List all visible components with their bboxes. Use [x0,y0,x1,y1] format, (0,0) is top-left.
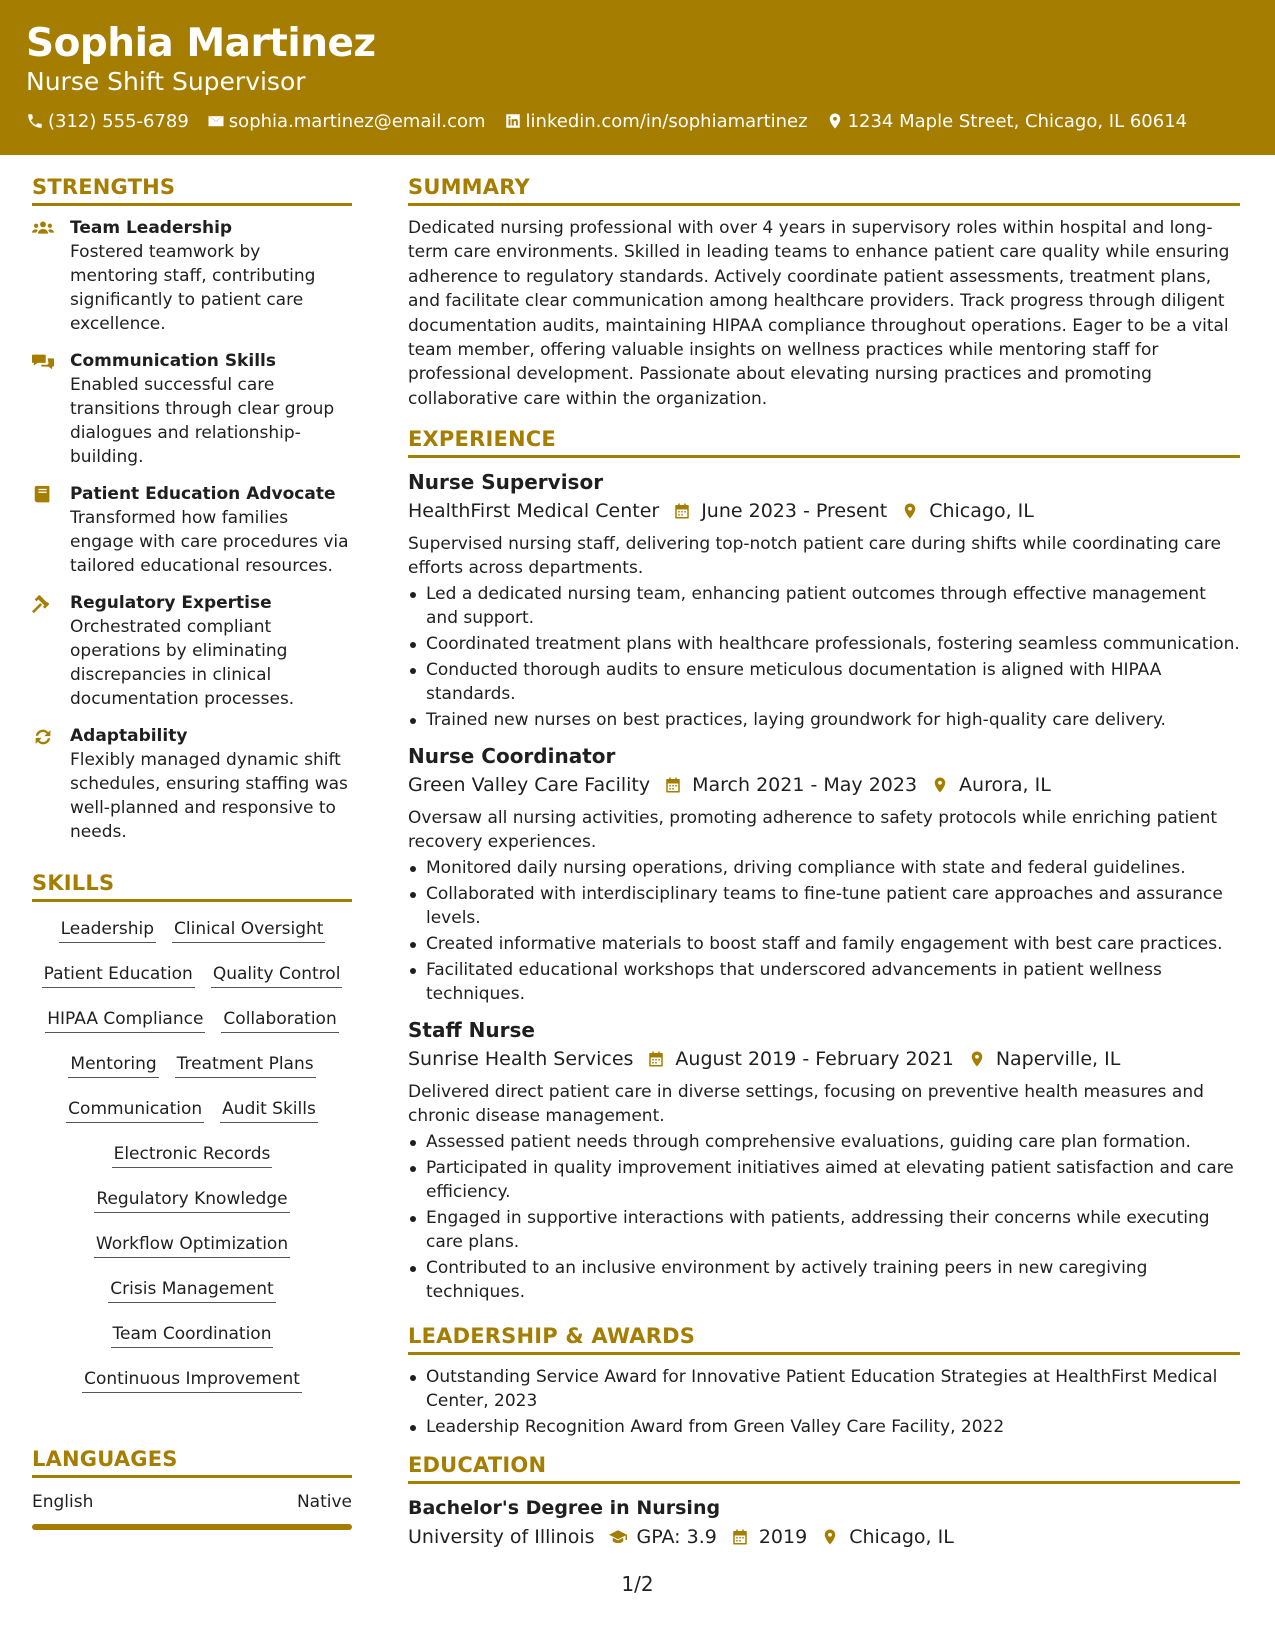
skill-tag: Audit Skills [220,1098,318,1123]
education-gpa: GPA: 3.9 [636,1526,717,1549]
skill-tag: Leadership [59,918,156,943]
job-title: Nurse Coordinator [408,744,616,769]
summary-heading: SUMMARY [408,175,1240,206]
bullet-item: Assessed patient needs through comprehensive evaluations, guiding care plan formation. [408,1130,1240,1154]
chat-bubbles-icon [32,352,54,372]
contact-email[interactable] [207,111,486,132]
job-meta [408,496,1240,526]
skills-heading: SKILLS [32,871,352,902]
skill-tag: Quality Control [211,963,343,988]
awards-list [408,1365,1240,1439]
skills-list [32,912,352,1407]
map-pin-icon [931,776,949,794]
map-pin-icon [821,1528,839,1546]
language-row [32,1492,352,1512]
phone-text: (312) 555-6789 [48,110,189,132]
job-description: Supervised nursing staff, delivering top-notch patient care during shifts while coordinating care efforts across departments. [408,534,1221,579]
job-location: Chicago, IL [929,500,1034,523]
job-bullets [408,582,1240,732]
skill-tag: Mentoring [68,1053,158,1078]
calendar-icon [664,776,682,794]
skill-tag: HIPAA Compliance [45,1008,205,1033]
sync-icon [32,727,54,747]
address-text: 1234 Maple Street, Chicago, IL 60614 [847,110,1188,132]
job-description: Delivered direct patient care in diverse settings, focusing on preventive health measures and chronic disease management. [408,1082,1204,1127]
job-dates: June 2023 - Present [701,500,888,523]
skill-tag: Clinical Oversight [172,918,325,943]
contact-linkedin[interactable] [504,111,808,132]
job-description: Oversaw all nursing activities, promoting adherence to safety protocols while enriching patient recovery experiences. [408,808,1218,853]
bullet-item: Engaged in supportive interactions with patients, addressing their concerns while executing care plans. [408,1206,1240,1254]
strength-item [32,216,352,336]
bullet-item: Trained new nurses on best practices, laying groundwork for high-quality care delivery. [408,708,1240,732]
bullet-item: Coordinated treatment plans with healthcare professionals, fostering seamless communication. [408,632,1240,656]
bullet-item: Monitored daily nursing operations, driving compliance with state and federal guidelines. [408,856,1240,880]
bullet-item: Contributed to an inclusive environment by actively training peers in new caregiving techniques. [408,1256,1240,1304]
strength-description: Transformed how families engage with care procedures via tailored educational resources. [70,508,349,576]
skill-tag: Treatment Plans [175,1053,316,1078]
map-pin-icon [968,1050,986,1068]
skill-tag: Patient Education [42,963,195,988]
job-entry [408,742,1240,1006]
right-column [408,175,1240,1558]
envelope-icon [207,112,225,130]
job-entry [408,1016,1240,1304]
job-bullets [408,856,1240,1006]
page-number: 1/2 [621,1572,654,1596]
skill-tag: Continuous Improvement [82,1368,302,1393]
education-meta [408,1522,1240,1552]
job-bullets [408,1130,1240,1304]
book-icon [32,485,54,505]
language-name: English [32,1492,94,1512]
strength-description: Orchestrated compliant operations by eliminating discrepancies in clinical documentation processes. [70,617,295,709]
strength-name: Patient Education Advocate [70,484,336,504]
language-proficiency-bar [32,1524,352,1530]
phone-icon [26,112,44,130]
map-pin-icon [826,112,844,130]
skill-tag: Regulatory Knowledge [94,1188,289,1213]
calendar-icon [647,1050,665,1068]
skill-tag: Team Coordination [111,1323,274,1348]
education-heading: EDUCATION [408,1453,1240,1484]
strength-item [32,349,352,469]
strength-item [32,482,352,578]
gavel-icon [32,594,54,614]
skill-tag: Crisis Management [108,1278,275,1303]
job-location: Naperville, IL [995,1048,1121,1071]
skill-tag: Workflow Optimization [94,1233,290,1258]
languages-heading: LANGUAGES [32,1447,352,1478]
email-text[interactable]: sophia.martinez@email.com [228,110,486,132]
job-company: Sunrise Health Services [408,1048,634,1071]
bullet-item: Collaborated with interdisciplinary teams to fine-tune patient care approaches and assurance levels. [408,882,1240,930]
job-entry [408,468,1240,732]
left-column [32,175,352,1530]
job-company: Green Valley Care Facility [408,774,651,797]
experience-heading: EXPERIENCE [408,427,1240,458]
awards-heading: LEADERSHIP & AWARDS [408,1324,1240,1355]
strengths-list [32,216,352,844]
users-icon [32,219,54,239]
award-item: Leadership Recognition Award from Green Valley Care Facility, 2022 [408,1415,1240,1439]
contact-phone [26,111,189,132]
job-dates: August 2019 - February 2021 [675,1048,954,1071]
job-company: HealthFirst Medical Center [408,500,660,523]
map-pin-icon [901,502,919,520]
language-level: Native [296,1492,352,1512]
graduation-cap-icon [609,1528,627,1546]
resume-header [0,0,1275,155]
job-dates: March 2021 - May 2023 [692,774,918,797]
candidate-name: Sophia Martinez [26,21,376,66]
strength-name: Team Leadership [70,218,233,238]
strength-description: Enabled successful care transitions through clear group dialogues and relationship-building. [70,375,335,467]
strength-description: Fostered teamwork by mentoring staff, contributing significantly to patient care excellence. [70,242,316,334]
award-item: Outstanding Service Award for Innovative Patient Education Strategies at HealthFirst Medical Center, 2023 [408,1365,1240,1413]
bullet-item: Conducted thorough audits to ensure meticulous documentation is aligned with HIPAA standards. [408,658,1240,706]
strength-description: Flexibly managed dynamic shift schedules, ensuring staffing was well-planned and responsive to needs. [70,750,348,842]
bullet-item: Facilitated educational workshops that underscored advancements in patient wellness techniques. [408,958,1240,1006]
job-title: Nurse Supervisor [408,470,604,495]
contact-bar [26,111,1249,132]
education-year: 2019 [758,1526,808,1549]
bullet-item: Created informative materials to boost staff and family engagement with best care practices. [408,932,1240,956]
bullet-item: Participated in quality improvement initiatives aimed at elevating patient satisfaction and care efficiency. [408,1156,1240,1204]
calendar-icon [673,502,691,520]
strength-item [32,591,352,711]
candidate-title: Nurse Shift Supervisor [26,66,306,96]
strength-item [32,724,352,844]
linkedin-icon [504,112,522,130]
job-location: Aurora, IL [959,774,1051,797]
job-title: Staff Nurse [408,1018,535,1043]
education-school: University of Illinois [408,1526,595,1549]
skill-tag: Collaboration [221,1008,338,1033]
skill-tag: Electronic Records [112,1143,273,1168]
job-meta [408,770,1240,800]
strengths-heading: STRENGTHS [32,175,352,206]
skill-tag: Communication [66,1098,204,1123]
strength-name: Regulatory Expertise [70,593,272,613]
summary-text: Dedicated nursing professional with over 4 years in supervisory roles within hospital and long-term care environments. Skilled in leading teams to enhance patient care quality while ensuring adherence to regulatory standards. Actively coordinate patient assessments, treatment plans, and facilitate clear communication among healthcare providers. Track progress through diligent documentation audits, maintaining HIPAA compliance throughout operations. Eager to be a vital team member, offering valuable insights on wellness practices while mentoring staff for professional development. Passionate about elevating nursing practices and promoting collaborative care within the organization. [408,218,1230,409]
linkedin-text[interactable]: linkedin.com/in/sophiamartinez [525,110,808,132]
job-meta [408,1044,1240,1074]
strength-name: Adaptability [70,726,188,746]
education-degree: Bachelor's Degree in Nursing [408,1497,721,1520]
calendar-icon [731,1528,749,1546]
bullet-item: Led a dedicated nursing team, enhancing patient outcomes through effective management and support. [408,582,1240,630]
education-location: Chicago, IL [849,1526,954,1549]
strength-name: Communication Skills [70,351,276,371]
contact-address [826,111,1188,132]
